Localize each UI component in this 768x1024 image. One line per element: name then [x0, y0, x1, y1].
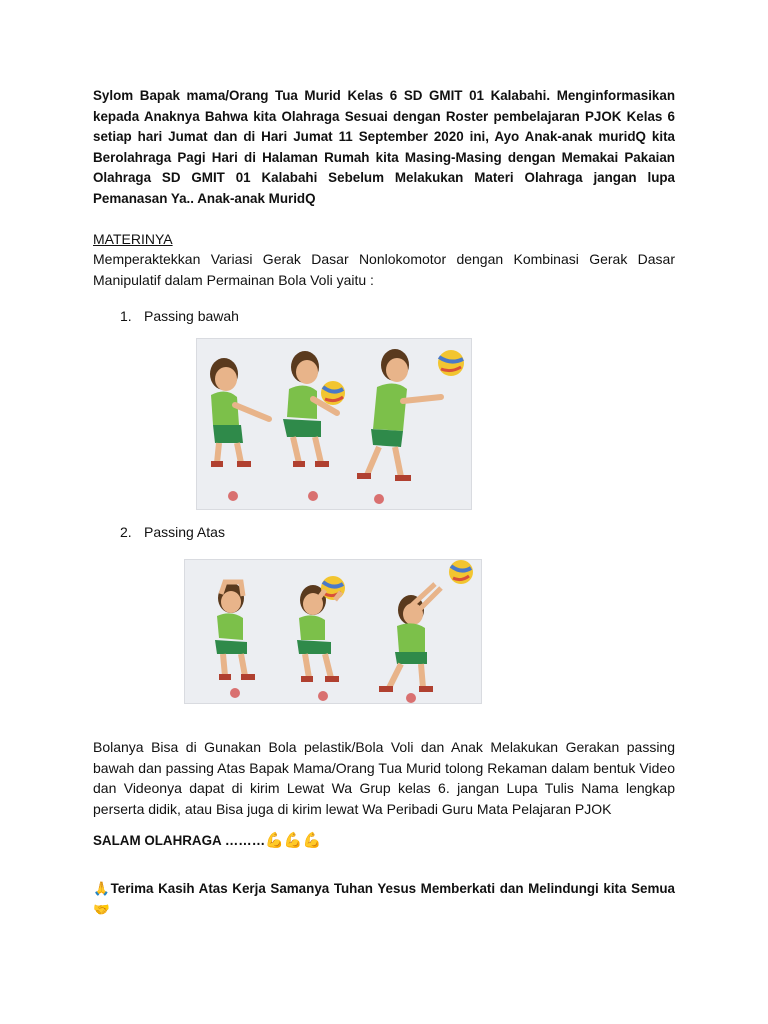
list-label: Passing bawah	[144, 308, 239, 324]
closing-section	[93, 737, 675, 920]
document-body	[93, 86, 675, 326]
list-number: 2.	[120, 524, 132, 540]
passing-atas-illustration	[184, 559, 482, 704]
list-number: 1.	[120, 308, 132, 324]
child-figure-2	[297, 576, 345, 701]
flexed-biceps-icon: 💪💪💪	[265, 832, 322, 849]
closing-paragraph: Bolanya Bisa di Gunakan Bola pelastik/Bola Voli dan Anak Melakukan Gerakan passing bawah dan passing Atas Bapak Mama/Orang Tua Murid tolong Rekaman dalam bentuk Video dan Videonya dapat di kirim Lewat Wa Grup kelas 6. jangan Lupa Tulis Nama lengkap perserta didik, atau Bisa juga di kirim lewat Wa Peribadi Guru Mata Pelajaran PJOK	[93, 739, 675, 817]
passing-bawah-illustration	[196, 338, 472, 510]
intro-paragraph: Sylom Bapak mama/Orang Tua Murid Kelas 6 SD GMIT 01 Kalabahi. Menginformasikan kepada Anaknya Bahwa kita Olahraga Sesuai dengan Roster pembelajaran PJOK Kelas 6 setiap hari Jumat dan di Hari Jumat 11 September 2020 ini, Ayo Anak-anak muridQ kita Berolahraga Pagi Hari di Halaman Rumah kita Masing-Masing dengan Memakai Pakaian Olahraga SD GMIT 01 Kalabahi Sebelum Melakukan Materi Olahraga jangan lupa Pemanasan Ya.. Anak-anak MuridQ	[93, 88, 675, 206]
child-figure-1	[210, 358, 269, 501]
praying-hands-icon: 🙏	[93, 881, 111, 896]
list-item-passing-atas	[93, 522, 225, 542]
handshake-icon: 🤝	[93, 901, 110, 917]
child-figure-3	[357, 349, 464, 504]
list-item-passing-bawah	[93, 306, 675, 326]
section-heading: MATERINYA	[93, 231, 173, 247]
child-figure-2	[283, 351, 345, 501]
list-label: Passing Atas	[144, 524, 225, 540]
salam-line	[93, 831, 675, 849]
materi-description: Memperaktekkan Variasi Gerak Dasar Nonlokomotor dengan Kombinasi Gerak Dasar Manipulatif dalam Permainan Bola Voli yaitu :	[93, 251, 675, 288]
child-figure-3	[379, 560, 473, 703]
child-figure-1	[215, 582, 255, 698]
passing-atas-drawing	[185, 560, 481, 703]
salam-text: SALAM OLAHRAGA ………	[93, 832, 266, 848]
thanks-text: Terima Kasih Atas Kerja Samanya Tuhan Yesus Memberkati dan Melindungi kita Semua	[110, 881, 675, 896]
thanks-line	[93, 879, 675, 920]
passing-bawah-drawing	[197, 339, 471, 509]
